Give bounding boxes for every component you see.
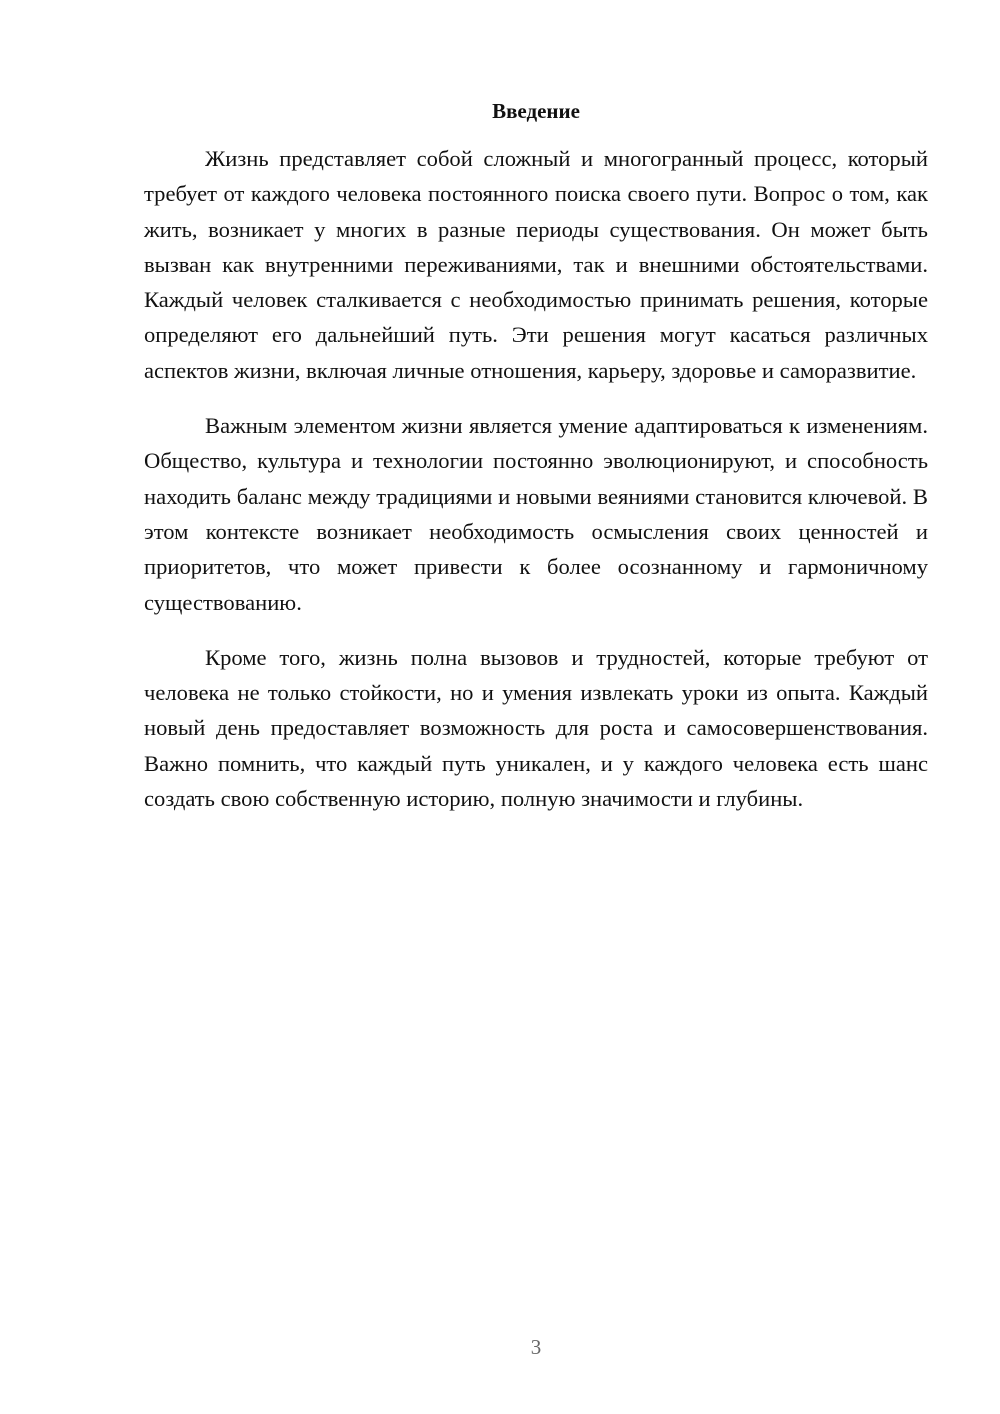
section-heading: Введение xyxy=(492,99,580,123)
paragraph-1: Жизнь представляет собой сложный и многогранный процесс, который требует от каждого человека постоянного поиска своего пути. Вопрос о том, как жить, возникает у многих в разные периоды существования. Он может быть вызван как внутренними переживаниями, так и внешними обстоятельствами. Каждый человек сталкивается с необходимостью принимать решения, которые определяют его дальнейший путь. Эти решения могут касаться различных аспектов жизни, включая личные отношения, карьеру, здоровье и саморазвитие. xyxy=(144,146,928,383)
body-text xyxy=(144,141,928,836)
page-number: 3 xyxy=(530,1335,542,1359)
paragraph-2: Важным элементом жизни является умение адаптироваться к изменениям. Общество, культура и технологии постоянно эволюционируют, и способность находить баланс между традициями и новыми веяниями становится ключевой. В этом контексте возникает необходимость осмысления своих ценностей и приоритетов, что может привести к более осознанному и гармоничному существованию. xyxy=(144,413,928,615)
paragraph-3: Кроме того, жизнь полна вызовов и трудностей, которые требуют от человека не только стойкости, но и умения извлекать уроки из опыта. Каждый новый день предоставляет возможность для роста и самосовершенствования. Важно помнить, что каждый путь уникален, и у каждого человека есть шанс создать свою собственную историю, полную значимости и глубины. xyxy=(144,644,928,812)
